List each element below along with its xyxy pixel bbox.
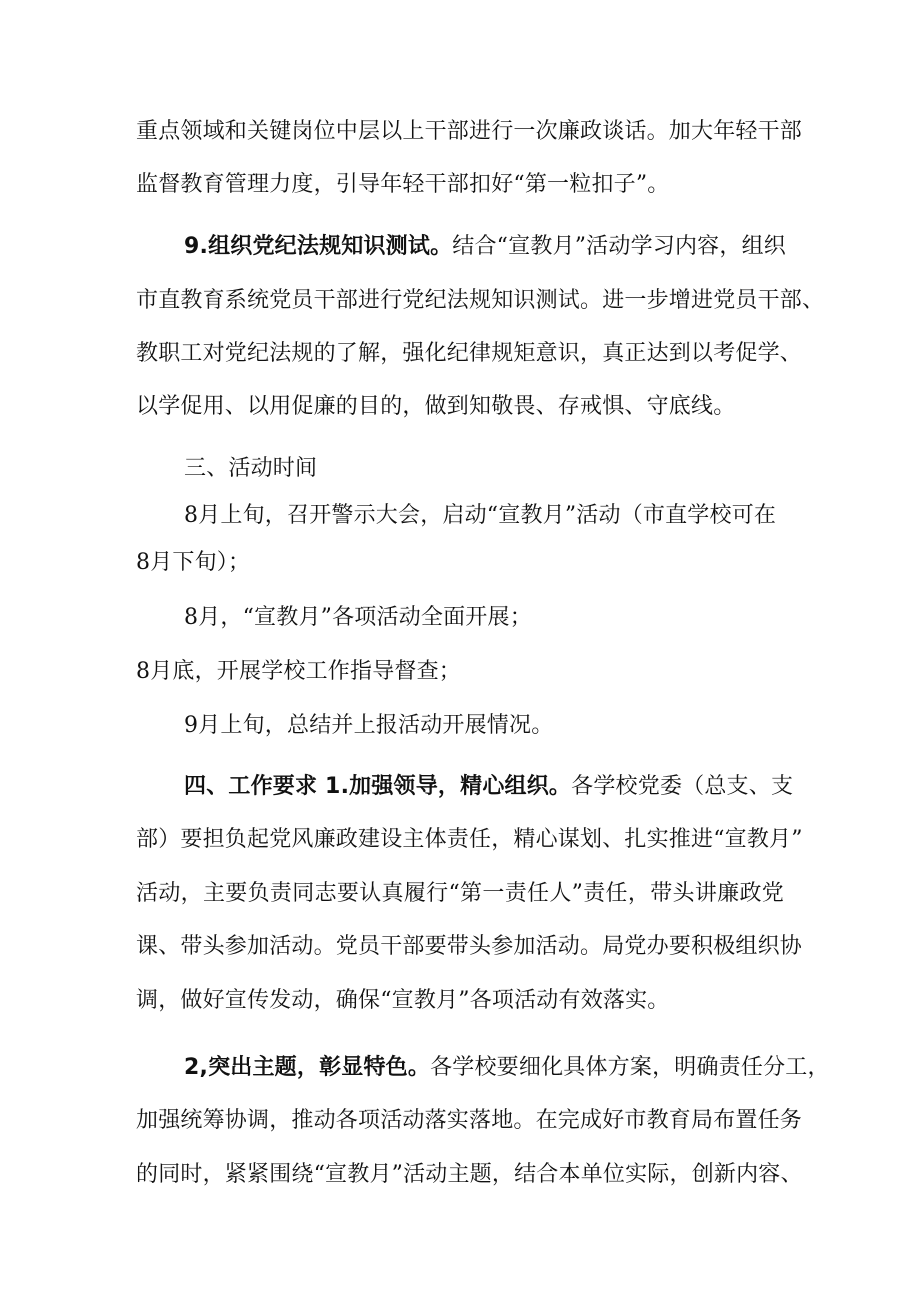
paragraph-line: 以学促用、以用促廉的目的，做到知敬畏、存戒惧、守底线。	[136, 394, 736, 419]
paragraph-line: 课、带头参加活动。党员干部要带头参加活动。局党办要积极组织协	[136, 934, 803, 959]
paragraph-line: 活动，主要负责同志要认真履行“第一责任人”责任，带头讲廉政党	[136, 881, 784, 906]
section-4-text: 各学校党委（总支、支	[571, 774, 794, 799]
schedule-item-1-cont: 8月下旬）；	[136, 550, 251, 575]
paragraph-line: 监督教育管理力度，引导年轻干部扣好“第一粒扣子”。	[136, 172, 670, 197]
paragraph-line: 重点领域和关键岗位中层以上干部进行一次廉政谈话。加大年轻干部	[136, 119, 803, 144]
section-4-heading: 四、工作要求 1.加强领导，精心组织。	[184, 774, 572, 799]
paragraph-line: 部）要担负起党风廉政建设主体责任，精心谋划、扎实推进“宣教月”	[136, 827, 803, 852]
section-4-first-line	[184, 772, 793, 802]
schedule-item-3: 8月底，开展学校工作指导督查；	[136, 659, 461, 684]
paragraph-line: 加强统筹协调，推动各项活动落实落地。在完成好市教育局布置任务	[136, 1108, 803, 1133]
item-9-first-line	[184, 232, 786, 262]
section-3-heading: 三、活动时间	[184, 456, 318, 481]
item-9-text: 结合“宣教月”活动学习内容，组织	[452, 234, 786, 259]
schedule-item-4: 9月上旬，总结并上报活动开展情况。	[184, 713, 554, 738]
paragraph-line: 教职工对党纪法规的了解，强化纪律规矩意识，真正达到以考促学、	[136, 341, 803, 366]
item-9-heading: 9.组织党纪法规知识测试。	[184, 234, 453, 259]
item-2-text: 各学校要细化具体方案，明确责任分工，	[430, 1055, 830, 1080]
item-2-first-line	[184, 1053, 830, 1083]
schedule-item-1: 8月上旬，召开警示大会，启动“宣教月”活动（市直学校可在	[184, 503, 777, 528]
paragraph-line: 市直教育系统党员干部进行党纪法规知识测试。进一步增进党员干部、	[136, 288, 825, 313]
schedule-item-2: 8月，“宣教月”各项活动全面开展；	[184, 605, 532, 630]
paragraph-line: 调，做好宣传发动，确保“宣教月”各项活动有效落实。	[136, 988, 670, 1013]
paragraph-line: 的同时，紧紧围绕“宣教月”活动主题，结合本单位实际，创新内容、	[136, 1162, 803, 1187]
item-2-heading: 2,突出主题，彰显特色。	[184, 1055, 431, 1080]
